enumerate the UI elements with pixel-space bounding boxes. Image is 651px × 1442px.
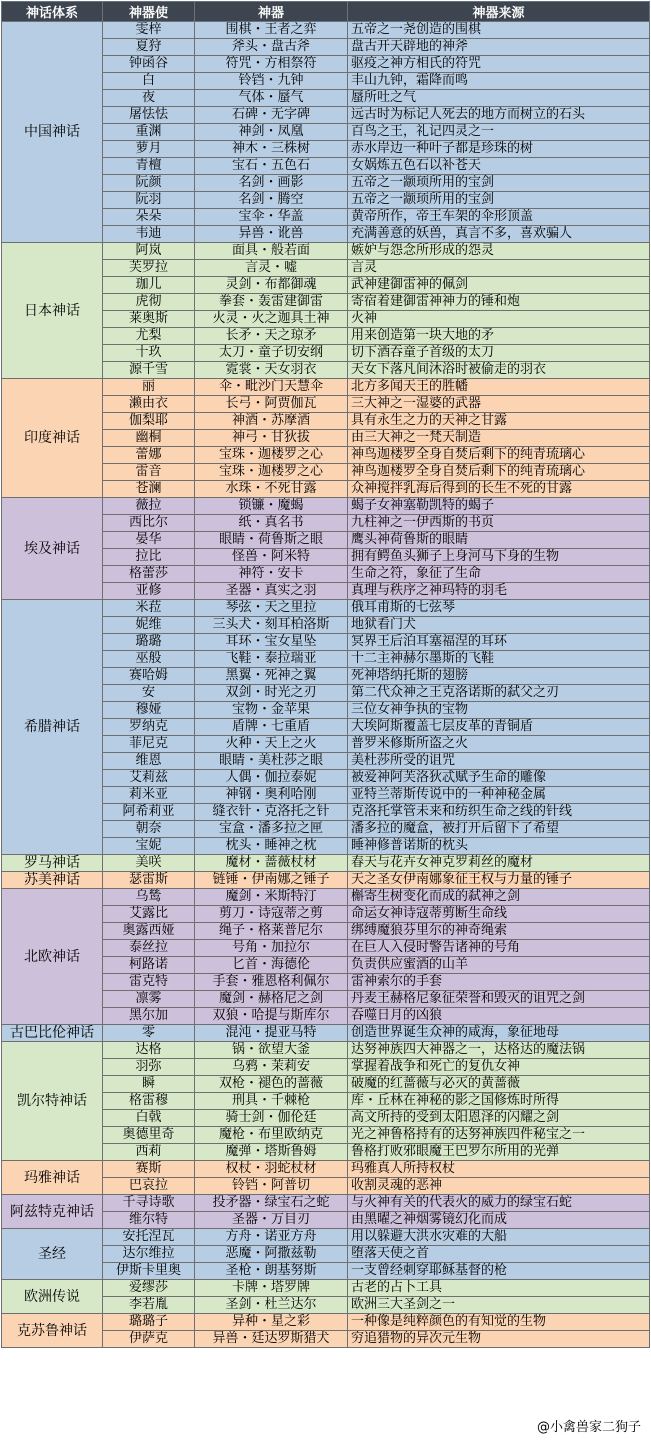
artifact-cell: 眼睛・美杜莎之眼 bbox=[195, 753, 348, 770]
artifact-user-cell: 钟函谷 bbox=[103, 56, 195, 73]
artifact-user-cell: 西比尔 bbox=[103, 515, 195, 532]
artifact-cell: 绳子・格莱普尼尔 bbox=[195, 923, 348, 940]
artifact-user-cell: 蕾娜 bbox=[103, 447, 195, 464]
artifact-cell: 拳套・轰雷建御雷 bbox=[195, 294, 348, 311]
artifact-user-cell: 尤梨 bbox=[103, 328, 195, 345]
artifact-user-cell: 白戟 bbox=[103, 1110, 195, 1127]
artifact-cell: 铃铛・阿普切 bbox=[195, 1178, 348, 1195]
artifact-source-cell: 睡神修普诺斯的枕头 bbox=[348, 838, 650, 855]
artifact-user-cell: 濑由衣 bbox=[103, 396, 195, 413]
artifact-source-cell: 古老的占卜工具 bbox=[348, 1280, 650, 1297]
artifact-source-cell: 具有永生之力的天神之甘露 bbox=[348, 413, 650, 430]
artifact-cell: 名剑・腾空 bbox=[195, 192, 348, 209]
table-row bbox=[2, 1314, 650, 1331]
artifact-user-cell: 青檀 bbox=[103, 158, 195, 175]
artifact-source-cell: 槲寄生树变化而成的弑神之剑 bbox=[348, 889, 650, 906]
artifact-source-cell: 一支曾经刺穿耶稣基督的枪 bbox=[348, 1263, 650, 1280]
artifact-cell: 缝衣针・克洛托之针 bbox=[195, 804, 348, 821]
artifact-user-cell: 亚修 bbox=[103, 583, 195, 600]
artifact-cell: 斧头・盘古斧 bbox=[195, 39, 348, 56]
artifact-user-cell: 李若胤 bbox=[103, 1297, 195, 1314]
artifact-source-cell: 生命之符，象征了生命 bbox=[348, 566, 650, 583]
artifact-source-cell: 蝎子女神塞勒凯特的蝎子 bbox=[348, 498, 650, 515]
artifact-user-cell: 西莉 bbox=[103, 1144, 195, 1161]
artifact-source-cell: 赤水岸边一种叶子都是珍珠的树 bbox=[348, 141, 650, 158]
artifact-cell: 怪兽・阿米特 bbox=[195, 549, 348, 566]
mythology-system-cell: 埃及神话 bbox=[2, 498, 103, 600]
mythology-system-cell: 阿兹特克神话 bbox=[2, 1195, 103, 1229]
artifact-source-cell: 一种像是纯粹颜色的有知觉的生物 bbox=[348, 1314, 650, 1331]
artifact-user-cell: 萝月 bbox=[103, 141, 195, 158]
artifact-user-cell: 巴哀拉 bbox=[103, 1178, 195, 1195]
artifact-user-cell: 菲尼克 bbox=[103, 736, 195, 753]
table-row bbox=[2, 600, 650, 617]
artifact-cell: 围棋・王者之弈 bbox=[195, 22, 348, 39]
artifact-cell: 双枪・褪色的蔷薇 bbox=[195, 1076, 348, 1093]
artifact-user-cell: 夏狩 bbox=[103, 39, 195, 56]
mythology-system-cell: 印度神话 bbox=[2, 379, 103, 498]
artifact-cell: 神符・安卡 bbox=[195, 566, 348, 583]
artifact-user-cell: 朵朵 bbox=[103, 209, 195, 226]
table-body bbox=[2, 22, 650, 1348]
artifact-cell: 琴弦・天之里拉 bbox=[195, 600, 348, 617]
artifact-source-cell: 天之圣女伊南娜象征王权与力量的锤子 bbox=[348, 872, 650, 889]
table-row bbox=[2, 243, 650, 260]
artifact-source-cell: 盘古开天辟地的神斧 bbox=[348, 39, 650, 56]
artifact-cell: 圣器・真实之羽 bbox=[195, 583, 348, 600]
artifact-cell: 盾牌・七重盾 bbox=[195, 719, 348, 736]
artifact-source-cell: 鹰头神荷鲁斯的眼睛 bbox=[348, 532, 650, 549]
artifact-user-cell: 阮羽 bbox=[103, 192, 195, 209]
artifact-user-cell: 妮维 bbox=[103, 617, 195, 634]
artifact-cell: 魔剑・赫格尼之剑 bbox=[195, 991, 348, 1008]
artifact-cell: 手套・雅恩格利佩尔 bbox=[195, 974, 348, 991]
artifact-source-cell: 充满善意的妖兽，真言不多，喜欢骗人 bbox=[348, 226, 650, 243]
artifact-user-cell: 十玖 bbox=[103, 345, 195, 362]
artifact-cell: 伞・毗沙门天慧伞 bbox=[195, 379, 348, 396]
artifact-cell: 异种・星之彩 bbox=[195, 1314, 348, 1331]
artifact-source-cell: 命运女神诗寇蒂剪断生命线 bbox=[348, 906, 650, 923]
mythology-system-cell: 北欧神话 bbox=[2, 889, 103, 1025]
artifact-cell: 神酒・苏摩酒 bbox=[195, 413, 348, 430]
artifact-source-cell: 被爱神阿芙洛狄忒赋予生命的雕像 bbox=[348, 770, 650, 787]
artifact-user-cell: 罗纳克 bbox=[103, 719, 195, 736]
artifact-user-cell: 白 bbox=[103, 73, 195, 90]
table-row bbox=[2, 498, 650, 515]
mythology-system-cell: 欧洲传说 bbox=[2, 1280, 103, 1314]
artifact-cell: 言灵・嘘 bbox=[195, 260, 348, 277]
artifact-source-cell: 拥有鳄鱼头狮子上身河马下身的生物 bbox=[348, 549, 650, 566]
artifact-cell: 飞鞋・泰拉瑞亚 bbox=[195, 651, 348, 668]
artifact-cell: 卡牌・塔罗牌 bbox=[195, 1280, 348, 1297]
table-row bbox=[2, 1025, 650, 1042]
mythology-system-cell: 凯尔特神话 bbox=[2, 1042, 103, 1161]
artifact-user-cell: 赛哈姆 bbox=[103, 668, 195, 685]
artifact-user-cell: 格蕾莎 bbox=[103, 566, 195, 583]
mythology-system-cell: 苏美神话 bbox=[2, 872, 103, 889]
artifact-user-cell: 达格 bbox=[103, 1042, 195, 1059]
artifact-user-cell: 安托涅瓦 bbox=[103, 1229, 195, 1246]
artifact-cell: 乌鸦・茉莉安 bbox=[195, 1059, 348, 1076]
mythology-system-cell: 中国神话 bbox=[2, 22, 103, 243]
artifact-source-cell: 女娲炼五色石以补苍天 bbox=[348, 158, 650, 175]
table-row bbox=[2, 1195, 650, 1212]
artifact-cell: 异兽・讹兽 bbox=[195, 226, 348, 243]
artifact-cell: 方舟・诺亚方舟 bbox=[195, 1229, 348, 1246]
artifact-user-cell: 虎彻 bbox=[103, 294, 195, 311]
artifact-source-cell: 高文所持的受到太阳恩泽的闪耀之剑 bbox=[348, 1110, 650, 1127]
artifact-cell: 锅・欲望大釜 bbox=[195, 1042, 348, 1059]
artifact-cell: 火灵・火之迦具土神 bbox=[195, 311, 348, 328]
artifact-cell: 灵剑・布都御魂 bbox=[195, 277, 348, 294]
artifact-source-cell: 创造世界诞生众神的咸海，象征地母 bbox=[348, 1025, 650, 1042]
artifact-user-cell: 格雷穆 bbox=[103, 1093, 195, 1110]
artifact-cell: 黑翼・死神之翼 bbox=[195, 668, 348, 685]
table-row bbox=[2, 872, 650, 889]
artifact-cell: 纸・真名书 bbox=[195, 515, 348, 532]
artifact-user-cell: 奥德里奇 bbox=[103, 1127, 195, 1144]
artifact-user-cell: 凛雾 bbox=[103, 991, 195, 1008]
artifact-user-cell: 雯梓 bbox=[103, 22, 195, 39]
artifact-source-cell: 言灵 bbox=[348, 260, 650, 277]
mythology-system-cell: 玛雅神话 bbox=[2, 1161, 103, 1195]
artifact-cell: 霓裳・天女羽衣 bbox=[195, 362, 348, 379]
artifact-source-cell: 光之神鲁格持有的达努神族四件秘宝之一 bbox=[348, 1127, 650, 1144]
artifact-user-cell: 爱缪莎 bbox=[103, 1280, 195, 1297]
artifact-user-cell: 重渊 bbox=[103, 124, 195, 141]
artifact-user-cell: 泰丝拉 bbox=[103, 940, 195, 957]
artifact-table bbox=[1, 1, 650, 1348]
artifact-source-cell: 鲁格打败邪眼魔王巴罗尔所用的光弹 bbox=[348, 1144, 650, 1161]
artifact-cell: 骑士剑・伽伦廷 bbox=[195, 1110, 348, 1127]
artifact-cell: 魔枪・布里欧纳克 bbox=[195, 1127, 348, 1144]
artifact-cell: 投矛器・绿宝石之蛇 bbox=[195, 1195, 348, 1212]
artifact-cell: 神弓・甘狄拔 bbox=[195, 430, 348, 447]
artifact-cell: 宝石・五色石 bbox=[195, 158, 348, 175]
artifact-cell: 火种・天上之火 bbox=[195, 736, 348, 753]
artifact-user-cell: 芙罗拉 bbox=[103, 260, 195, 277]
artifact-cell: 宝珠・迦楼罗之心 bbox=[195, 447, 348, 464]
artifact-cell: 双狼・哈提与斯库尔 bbox=[195, 1008, 348, 1025]
mythology-system-cell: 日本神话 bbox=[2, 243, 103, 379]
artifact-source-cell: 黄帝所作，帝王车架的伞形顶盖 bbox=[348, 209, 650, 226]
artifact-cell: 刑具・千棘枪 bbox=[195, 1093, 348, 1110]
table-row bbox=[2, 1280, 650, 1297]
artifact-source-cell: 驱疫之神方相氏的符咒 bbox=[348, 56, 650, 73]
artifact-user-cell: 美咲 bbox=[103, 855, 195, 872]
artifact-source-cell: 掌握着战争和死亡的复仇女神 bbox=[348, 1059, 650, 1076]
artifact-user-cell: 达尔维拉 bbox=[103, 1246, 195, 1263]
artifact-cell: 长矛・天之琼矛 bbox=[195, 328, 348, 345]
artifact-user-cell: 阿希莉亚 bbox=[103, 804, 195, 821]
artifact-user-cell: 莉米亚 bbox=[103, 787, 195, 804]
watermark: @小禽兽家二狗子 bbox=[536, 1420, 641, 1435]
artifact-source-cell: 达努神族四大神器之一，达格达的魔法锅 bbox=[348, 1042, 650, 1059]
artifact-user-cell: 艾莉兹 bbox=[103, 770, 195, 787]
artifact-source-cell: 蜃所吐之气 bbox=[348, 90, 650, 107]
artifact-user-cell: 拉比 bbox=[103, 549, 195, 566]
artifact-user-cell: 伊斯卡里奥 bbox=[103, 1263, 195, 1280]
artifact-source-cell: 五帝之一尧创造的围棋 bbox=[348, 22, 650, 39]
artifact-source-cell: 克洛托掌管未来和纺织生命之线的针线 bbox=[348, 804, 650, 821]
artifact-cell: 异兽・廷达罗斯猎犬 bbox=[195, 1331, 348, 1348]
artifact-cell: 眼睛・荷鲁斯之眼 bbox=[195, 532, 348, 549]
artifact-cell: 号角・加拉尔 bbox=[195, 940, 348, 957]
artifact-source-cell: 破魔的红蔷薇与必灭的黄蔷薇 bbox=[348, 1076, 650, 1093]
artifact-cell: 混沌・提亚马特 bbox=[195, 1025, 348, 1042]
artifact-source-cell: 嫉妒与怨念所形成的怨灵 bbox=[348, 243, 650, 260]
artifact-user-cell: 阿岚 bbox=[103, 243, 195, 260]
artifact-cell: 双剑・时光之刃 bbox=[195, 685, 348, 702]
artifact-source-cell: 寄宿着建御雷神神力的锤和炮 bbox=[348, 294, 650, 311]
artifact-cell: 锁镰・魔蝎 bbox=[195, 498, 348, 515]
mythology-system-cell: 古巴比伦神话 bbox=[2, 1025, 103, 1042]
artifact-user-cell: 宝妮 bbox=[103, 838, 195, 855]
artifact-source-cell: 穷追猎物的异次元生物 bbox=[348, 1331, 650, 1348]
artifact-user-cell: 瞬 bbox=[103, 1076, 195, 1093]
artifact-source-cell: 与火神有关的代表火的威力的绿宝石蛇 bbox=[348, 1195, 650, 1212]
artifact-source-cell: 绑缚魔狼芬里尔的神奇绳索 bbox=[348, 923, 650, 940]
artifact-source-cell: 堕落天使之首 bbox=[348, 1246, 650, 1263]
table-row bbox=[2, 1042, 650, 1059]
artifact-cell: 匕首・海德伦 bbox=[195, 957, 348, 974]
artifact-user-cell: 羽弥 bbox=[103, 1059, 195, 1076]
artifact-cell: 宝物・金苹果 bbox=[195, 702, 348, 719]
artifact-cell: 宝珠・迦楼罗之心 bbox=[195, 464, 348, 481]
artifact-source-cell: 神鸟迦楼罗全身自焚后剩下的纯青琉璃心 bbox=[348, 447, 650, 464]
artifact-cell: 魔材・蔷薇杖材 bbox=[195, 855, 348, 872]
table-row bbox=[2, 22, 650, 39]
artifact-source-cell: 丰山九钟，霜降而鸣 bbox=[348, 73, 650, 90]
artifact-user-cell: 韦迪 bbox=[103, 226, 195, 243]
artifact-source-cell: 切下酒吞童子首级的太刀 bbox=[348, 345, 650, 362]
artifact-user-cell: 阮颜 bbox=[103, 175, 195, 192]
artifact-user-cell: 莱奥斯 bbox=[103, 311, 195, 328]
artifact-source-cell: 库・丘林在神秘的影之国修炼时所得 bbox=[348, 1093, 650, 1110]
artifact-cell: 面具・般若面 bbox=[195, 243, 348, 260]
artifact-cell: 枕头・睡神之枕 bbox=[195, 838, 348, 855]
artifact-user-cell: 米菈 bbox=[103, 600, 195, 617]
artifact-source-cell: 三位女神争执的宝物 bbox=[348, 702, 650, 719]
artifact-source-cell: 由黑曜之神烟雾镜幻化而成 bbox=[348, 1212, 650, 1229]
artifact-source-cell: 真理与秩序之神玛特的羽毛 bbox=[348, 583, 650, 600]
header-row bbox=[2, 2, 650, 22]
artifact-source-cell: 第二代众神之王克洛诺斯的弑父之刃 bbox=[348, 685, 650, 702]
artifact-user-cell: 千寻诗歌 bbox=[103, 1195, 195, 1212]
mythology-system-cell: 希腊神话 bbox=[2, 600, 103, 855]
artifact-user-cell: 朝奈 bbox=[103, 821, 195, 838]
artifact-cell: 人偶・伽拉泰妮 bbox=[195, 770, 348, 787]
artifact-source-cell: 普罗米修斯所盗之火 bbox=[348, 736, 650, 753]
artifact-user-cell: 丽 bbox=[103, 379, 195, 396]
artifact-cell: 权杖・羽蛇杖材 bbox=[195, 1161, 348, 1178]
artifact-cell: 长弓・阿贾伽瓦 bbox=[195, 396, 348, 413]
artifact-source-cell: 亚特兰蒂斯传说中的一种神秘金属 bbox=[348, 787, 650, 804]
artifact-cell: 神木・三株树 bbox=[195, 141, 348, 158]
artifact-user-cell: 夜 bbox=[103, 90, 195, 107]
artifact-cell: 魔剑・米斯特汀 bbox=[195, 889, 348, 906]
artifact-source-cell: 收割灵魂的恶神 bbox=[348, 1178, 650, 1195]
header-system: 神话体系 bbox=[2, 2, 103, 22]
artifact-source-cell: 吞噬日月的凶狼 bbox=[348, 1008, 650, 1025]
mythology-system-cell: 圣经 bbox=[2, 1229, 103, 1280]
artifact-user-cell: 屠怯怯 bbox=[103, 107, 195, 124]
artifact-source-cell: 用来创造第一块大地的矛 bbox=[348, 328, 650, 345]
artifact-cell: 石碑・无字碑 bbox=[195, 107, 348, 124]
artifact-user-cell: 伽梨耶 bbox=[103, 413, 195, 430]
artifact-cell: 宝盒・潘多拉之匣 bbox=[195, 821, 348, 838]
artifact-user-cell: 柯路诺 bbox=[103, 957, 195, 974]
artifact-user-cell: 安 bbox=[103, 685, 195, 702]
artifact-user-cell: 璐璐 bbox=[103, 634, 195, 651]
artifact-source-cell: 地狱看门犬 bbox=[348, 617, 650, 634]
artifact-source-cell: 九柱神之一伊西斯的书页 bbox=[348, 515, 650, 532]
header-source: 神器来源 bbox=[348, 2, 650, 22]
artifact-source-cell: 五帝之一颛顼所用的宝剑 bbox=[348, 192, 650, 209]
artifact-cell: 圣器・万目刃 bbox=[195, 1212, 348, 1229]
artifact-cell: 耳环・宝女星坠 bbox=[195, 634, 348, 651]
artifact-user-cell: 穆娅 bbox=[103, 702, 195, 719]
artifact-source-cell: 天女下落凡间沐浴时被偷走的羽衣 bbox=[348, 362, 650, 379]
artifact-source-cell: 冥界王后泊耳塞福涅的耳环 bbox=[348, 634, 650, 651]
artifact-cell: 宝伞・华盖 bbox=[195, 209, 348, 226]
artifact-cell: 符咒・方相祭符 bbox=[195, 56, 348, 73]
artifact-cell: 圣剑・杜兰达尔 bbox=[195, 1297, 348, 1314]
artifact-source-cell: 远古时为标记人死去的地方而树立的石头 bbox=[348, 107, 650, 124]
artifact-cell: 太刀・童子切安纲 bbox=[195, 345, 348, 362]
artifact-user-cell: 维恩 bbox=[103, 753, 195, 770]
table-row bbox=[2, 1229, 650, 1246]
artifact-source-cell: 火神 bbox=[348, 311, 650, 328]
artifact-cell: 魔弹・塔斯鲁姆 bbox=[195, 1144, 348, 1161]
artifact-source-cell: 武神建御雷神的佩剑 bbox=[348, 277, 650, 294]
artifact-user-cell: 瑟雷斯 bbox=[103, 872, 195, 889]
artifact-source-cell: 五帝之一颛顼所用的宝剑 bbox=[348, 175, 650, 192]
artifact-user-cell: 黑尔加 bbox=[103, 1008, 195, 1025]
artifact-user-cell: 薇拉 bbox=[103, 498, 195, 515]
artifact-cell: 圣枪・朗基努斯 bbox=[195, 1263, 348, 1280]
table-row bbox=[2, 1161, 650, 1178]
artifact-source-cell: 用以躲避大洪水灾难的大船 bbox=[348, 1229, 650, 1246]
artifact-user-cell: 赛斯 bbox=[103, 1161, 195, 1178]
artifact-cell: 恶魔・阿撒兹勒 bbox=[195, 1246, 348, 1263]
artifact-source-cell: 北方多闻天王的胜幡 bbox=[348, 379, 650, 396]
artifact-source-cell: 众神搅拌乳海后得到的长生不死的甘露 bbox=[348, 481, 650, 498]
artifact-user-cell: 源千雪 bbox=[103, 362, 195, 379]
artifact-user-cell: 乌鸶 bbox=[103, 889, 195, 906]
header-artifact: 神器 bbox=[195, 2, 348, 22]
artifact-source-cell: 大埃阿斯覆盖七层皮革的青铜盾 bbox=[348, 719, 650, 736]
artifact-cell: 水珠・不死甘露 bbox=[195, 481, 348, 498]
artifact-source-cell: 神鸟迦楼罗全身自焚后剩下的纯青琉璃心 bbox=[348, 464, 650, 481]
artifact-cell: 名剑・画影 bbox=[195, 175, 348, 192]
artifact-cell: 剪刀・诗寇蒂之剪 bbox=[195, 906, 348, 923]
artifact-source-cell: 欧洲三大圣剑之一 bbox=[348, 1297, 650, 1314]
table-row bbox=[2, 889, 650, 906]
artifact-user-cell: 艾露比 bbox=[103, 906, 195, 923]
artifact-cell: 气体・蜃气 bbox=[195, 90, 348, 107]
artifact-source-cell: 百鸟之王，礼记四灵之一 bbox=[348, 124, 650, 141]
artifact-cell: 铃铛・九钟 bbox=[195, 73, 348, 90]
artifact-user-cell: 伊萨克 bbox=[103, 1331, 195, 1348]
mythology-system-cell: 罗马神话 bbox=[2, 855, 103, 872]
artifact-user-cell: 维尔特 bbox=[103, 1212, 195, 1229]
artifact-user-cell: 零 bbox=[103, 1025, 195, 1042]
artifact-source-cell: 美杜莎所受的诅咒 bbox=[348, 753, 650, 770]
artifact-cell: 神钢・奥利哈刚 bbox=[195, 787, 348, 804]
artifact-user-cell: 奥露西娅 bbox=[103, 923, 195, 940]
artifact-user-cell: 璐璐子 bbox=[103, 1314, 195, 1331]
artifact-user-cell: 幽桐 bbox=[103, 430, 195, 447]
table-row bbox=[2, 855, 650, 872]
artifact-user-cell: 雷音 bbox=[103, 464, 195, 481]
artifact-user-cell: 珈儿 bbox=[103, 277, 195, 294]
artifact-user-cell: 苍澜 bbox=[103, 481, 195, 498]
artifact-source-cell: 俄耳甫斯的七弦琴 bbox=[348, 600, 650, 617]
artifact-cell: 链锤・伊南娜之锤子 bbox=[195, 872, 348, 889]
artifact-source-cell: 由三大神之一梵天制造 bbox=[348, 430, 650, 447]
artifact-user-cell: 雷克特 bbox=[103, 974, 195, 991]
artifact-source-cell: 三大神之一湿婆的武器 bbox=[348, 396, 650, 413]
artifact-source-cell: 在巨人入侵时警告诸神的号角 bbox=[348, 940, 650, 957]
artifact-source-cell: 玛雅真人所持权杖 bbox=[348, 1161, 650, 1178]
header-user: 神器使 bbox=[103, 2, 195, 22]
artifact-source-cell: 丹麦王赫格尼象征荣誉和毁灭的诅咒之剑 bbox=[348, 991, 650, 1008]
artifact-source-cell: 雷神索尔的手套 bbox=[348, 974, 650, 991]
artifact-source-cell: 十二主神赫尔墨斯的飞鞋 bbox=[348, 651, 650, 668]
artifact-source-cell: 死神塔纳托斯的翅膀 bbox=[348, 668, 650, 685]
artifact-cell: 神剑・凤凰 bbox=[195, 124, 348, 141]
artifact-cell: 三头犬・刻耳柏洛斯 bbox=[195, 617, 348, 634]
artifact-user-cell: 巫般 bbox=[103, 651, 195, 668]
artifact-user-cell: 晏华 bbox=[103, 532, 195, 549]
artifact-source-cell: 潘多拉的魔盒，被打开后留下了希望 bbox=[348, 821, 650, 838]
artifact-source-cell: 春天与花卉女神克罗莉丝的魔材 bbox=[348, 855, 650, 872]
table-row bbox=[2, 379, 650, 396]
mythology-system-cell: 克苏鲁神话 bbox=[2, 1314, 103, 1348]
artifact-source-cell: 负责供应蜜酒的山羊 bbox=[348, 957, 650, 974]
